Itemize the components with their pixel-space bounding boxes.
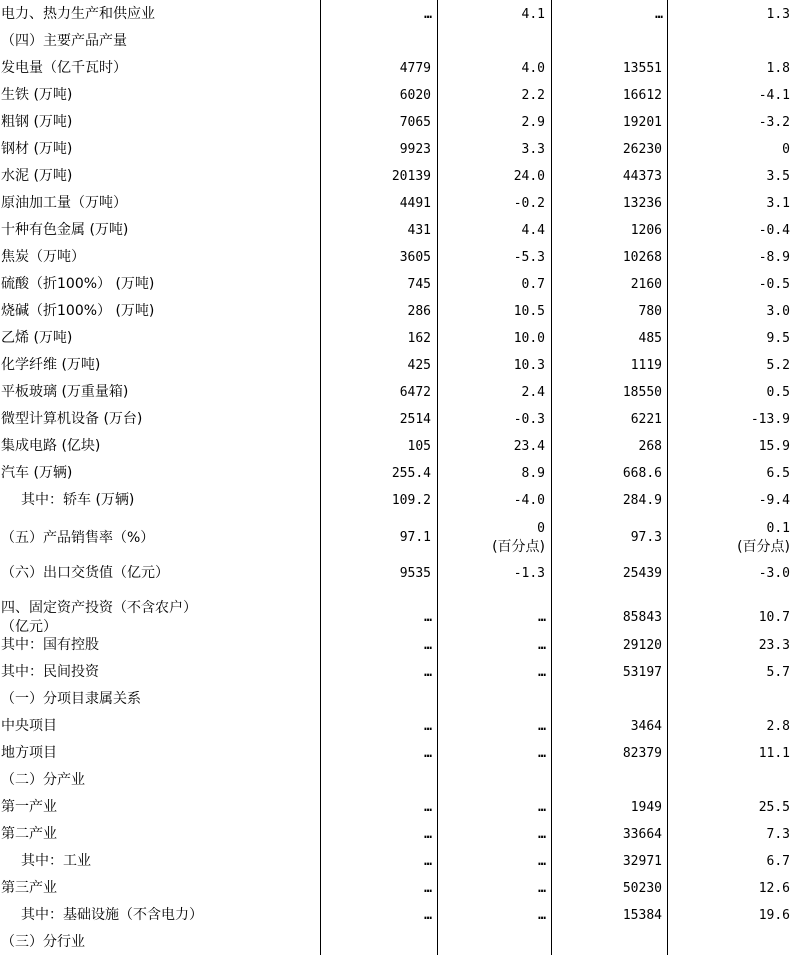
value-cell-v2: -5.3: [513, 250, 545, 265]
value-cell-v2: 24.0: [513, 169, 545, 184]
table-row: [0, 352, 800, 379]
value-cell-v4: 3.5: [766, 169, 790, 184]
value-cell-v1: 4491: [399, 196, 431, 211]
table-row: [0, 794, 800, 821]
table-row: [0, 659, 800, 686]
row-label: 其中：轿车 (万辆): [21, 492, 135, 508]
column-divider-3: [551, 0, 552, 955]
row-label: （五）产品销售率（%）: [1, 530, 155, 546]
value-cell-v1: 9535: [399, 566, 431, 581]
row-label: 生铁 (万吨): [1, 87, 73, 103]
value-cell-v2: [440, 28, 545, 55]
value-cell-v3: 2160: [630, 277, 662, 292]
column-divider-2: [437, 0, 438, 955]
value-cell-v2: 4.4: [521, 223, 545, 238]
value-cell-v2: 10.5: [513, 304, 545, 319]
value-cell-v1: 255.4: [391, 466, 431, 481]
value-cell-v2: 2.2: [521, 88, 545, 103]
value-cell-v4: -8.9: [758, 250, 790, 265]
value-cell-v1: 20139: [391, 169, 431, 184]
value-cell-v2: …: [538, 719, 545, 734]
table-row: [0, 767, 800, 794]
value-cell-v1: 4779: [399, 61, 431, 76]
value-cell-v4: -13.9: [750, 412, 790, 427]
table-row: [0, 379, 800, 406]
value-main: 0.1: [766, 521, 790, 536]
table-row: [0, 325, 800, 352]
value-cell-v2: …: [538, 665, 545, 680]
value-cell-v3: 1206: [630, 223, 662, 238]
table-row: [0, 136, 800, 163]
table-row: [0, 109, 800, 136]
value-cell-v3: 668.6: [622, 466, 662, 481]
table-row: [0, 55, 800, 82]
value-cell-v1: 431: [407, 223, 431, 238]
value-cell-v4: 15.9: [758, 439, 790, 454]
value-cell-v2: 2.9: [521, 115, 545, 130]
value-unit: (百分点): [492, 539, 545, 555]
value-cell-v3: 780: [638, 304, 662, 319]
value-cell-v1: …: [424, 881, 431, 896]
value-cell-v1: 6472: [399, 385, 431, 400]
table-row: [0, 271, 800, 298]
value-cell-v1: 105: [407, 439, 431, 454]
value-cell-v3: 16612: [622, 88, 662, 103]
table-row: [0, 190, 800, 217]
value-cell-v3: 1949: [630, 800, 662, 815]
row-label-line2: （亿元）: [1, 619, 57, 635]
value-cell-v3: 1119: [630, 358, 662, 373]
value-cell-v3: 25439: [622, 566, 662, 581]
value-cell-v3: [553, 686, 662, 713]
row-label: （四）主要产品产量: [1, 33, 127, 49]
row-label: （一）分项目隶属关系: [1, 691, 141, 707]
value-cell-v1: [322, 767, 431, 794]
table-row: [0, 487, 800, 514]
value-cell-v1: …: [424, 746, 431, 761]
value-cell-v1: …: [424, 638, 431, 653]
value-cell-v4: 19.6: [758, 908, 790, 923]
value-cell-v1: 9923: [399, 142, 431, 157]
row-label: （二）分产业: [1, 772, 85, 788]
value-cell-v3: 284.9: [622, 493, 662, 508]
row-label: 十种有色金属 (万吨): [1, 222, 129, 238]
table-row: [0, 821, 800, 848]
value-main: 0: [537, 521, 545, 536]
value-cell-v3: 97.3: [630, 530, 662, 545]
value-cell-v4: 1.3: [766, 7, 790, 22]
value-cell-v3: 29120: [622, 638, 662, 653]
row-label: 化学纤维 (万吨): [1, 357, 101, 373]
value-cell-v3: [553, 767, 662, 794]
value-cell-v2: [440, 686, 545, 713]
value-cell-v2: 23.4: [513, 439, 545, 454]
value-unit: (百分点): [737, 539, 790, 555]
value-cell-v3: 268: [638, 439, 662, 454]
value-cell-v3: 44373: [622, 169, 662, 184]
table-row: [0, 244, 800, 271]
value-cell-v1: …: [424, 665, 431, 680]
row-label: 其中：基础设施（不含电力）: [21, 907, 203, 923]
value-cell-v3: 19201: [622, 115, 662, 130]
value-cell-v3: 33664: [622, 827, 662, 842]
value-cell-v2: -1.3: [513, 566, 545, 581]
row-label: 粗钢 (万吨): [1, 114, 73, 130]
row-label: 电力、热力生产和供应业: [1, 6, 155, 22]
value-cell-v4: 3.0: [766, 304, 790, 319]
row-label: 第三产业: [1, 880, 57, 896]
value-cell-v4: 2.8: [766, 719, 790, 734]
value-cell-v2: 4.1: [521, 7, 545, 22]
value-cell-v2: -4.0: [513, 493, 545, 508]
value-cell-v3: 50230: [622, 881, 662, 896]
row-label-line1: 四、固定资产投资（不含农户）: [1, 600, 197, 616]
value-cell-v2: …: [538, 827, 545, 842]
value-cell-v4: 0.5: [766, 385, 790, 400]
value-cell-v3: …: [655, 7, 662, 22]
value-cell-v4: [670, 28, 790, 55]
value-cell-v4: [670, 767, 790, 794]
value-cell-v3: 32971: [622, 854, 662, 869]
value-cell-v3: 485: [638, 331, 662, 346]
value-cell-v2: …: [538, 854, 545, 869]
table-row: [0, 163, 800, 190]
value-cell-v1: [322, 929, 431, 956]
row-label: 其中：国有控股: [1, 637, 99, 653]
row-label: 第一产业: [1, 799, 57, 815]
value-cell-v4: 0: [782, 142, 790, 157]
value-cell-v1: 7065: [399, 115, 431, 130]
value-cell-v1: …: [424, 800, 431, 815]
table-row: [0, 632, 800, 659]
value-cell-v4: 7.3: [766, 827, 790, 842]
value-cell-v2: 2.4: [521, 385, 545, 400]
row-label: 发电量（亿千瓦时）: [1, 60, 127, 76]
value-cell-v3: 18550: [622, 385, 662, 400]
value-cell-v4: -4.1: [758, 88, 790, 103]
value-cell-v4: -3.2: [758, 115, 790, 130]
value-cell-v3: 15384: [622, 908, 662, 923]
value-cell-v3: 3464: [630, 719, 662, 734]
row-label: 汽车 (万辆): [1, 465, 73, 481]
value-cell-v4: 11.1: [758, 746, 790, 761]
table-row: [0, 433, 800, 460]
value-cell-v2: 0.7: [521, 277, 545, 292]
value-cell-v1: 3605: [399, 250, 431, 265]
row-label: 烧碱（折100%） (万吨): [1, 303, 155, 319]
value-cell-v3: 82379: [622, 746, 662, 761]
table-row: [0, 298, 800, 325]
value-cell-v1: …: [424, 854, 431, 869]
value-cell-v1: 162: [407, 331, 431, 346]
value-cell-v2: [440, 929, 545, 956]
value-cell-v2: 8.9: [521, 466, 545, 481]
value-cell-v4: [670, 929, 790, 956]
table-row: [0, 848, 800, 875]
value-cell-v1: 745: [407, 277, 431, 292]
value-cell-v3: 26230: [622, 142, 662, 157]
value-cell-v4: 3.1: [766, 196, 790, 211]
row-label: 平板玻璃 (万重量箱): [1, 384, 129, 400]
value-cell-v4: 23.3: [758, 638, 790, 653]
row-label: 集成电路 (亿块): [1, 438, 101, 454]
value-cell-v2: 3.3: [521, 142, 545, 157]
value-cell-v1: [322, 28, 431, 55]
value-cell-v2: 10.0: [513, 331, 545, 346]
value-cell-v2: …: [538, 638, 545, 653]
value-cell-v3: [553, 28, 662, 55]
value-cell-v2: …: [538, 610, 545, 625]
value-cell-v4: 9.5: [766, 331, 790, 346]
value-cell-v1: …: [424, 719, 431, 734]
value-cell-v1: 2514: [399, 412, 431, 427]
value-cell-v1: …: [424, 7, 431, 22]
value-cell-v3: 13551: [622, 61, 662, 76]
value-cell-v2: [440, 518, 545, 559]
value-cell-v3: [553, 929, 662, 956]
value-cell-v4: 10.7: [758, 610, 790, 625]
value-cell-v4: -9.4: [758, 493, 790, 508]
value-cell-v1: 109.2: [391, 493, 431, 508]
value-cell-v3: 53197: [622, 665, 662, 680]
table-row: [0, 1, 800, 28]
row-label: 水泥 (万吨): [1, 168, 73, 184]
row-label: 钢材 (万吨): [1, 141, 73, 157]
value-cell-v4: -0.5: [758, 277, 790, 292]
row-label: 第二产业: [1, 826, 57, 842]
table-row: [0, 82, 800, 109]
value-cell-v1: 6020: [399, 88, 431, 103]
value-cell-v2: …: [538, 908, 545, 923]
value-cell-v4: 6.7: [766, 854, 790, 869]
row-label: 其中：民间投资: [1, 664, 99, 680]
value-cell-v2: …: [538, 746, 545, 761]
table-row: [0, 28, 800, 55]
value-cell-v4: 12.6: [758, 881, 790, 896]
value-cell-v1: 97.1: [399, 530, 431, 545]
value-cell-v2: -0.2: [513, 196, 545, 211]
row-label: （三）分行业: [1, 934, 85, 950]
value-cell-v4: -3.0: [758, 566, 790, 581]
table-row: [0, 875, 800, 902]
row-label: 地方项目: [1, 745, 57, 761]
value-cell-v1: …: [424, 827, 431, 842]
value-cell-v1: …: [424, 610, 431, 625]
column-divider-1: [320, 0, 321, 955]
row-label: （六）出口交货值（亿元）: [1, 565, 169, 581]
value-cell-v4: [670, 686, 790, 713]
value-cell-v2: …: [538, 881, 545, 896]
value-cell-v2: [440, 767, 545, 794]
value-cell-v3: 85843: [622, 610, 662, 625]
value-cell-v2: -0.3: [513, 412, 545, 427]
column-divider-4: [667, 0, 668, 955]
table-row: [0, 518, 800, 558]
value-cell-v3: 10268: [622, 250, 662, 265]
value-cell-v3: 13236: [622, 196, 662, 211]
value-cell-v4: 25.5: [758, 800, 790, 815]
table-row: [0, 560, 800, 587]
value-cell-v4: 1.8: [766, 61, 790, 76]
table-row: [0, 460, 800, 487]
row-label: 焦炭（万吨）: [1, 249, 85, 265]
value-cell-v2: …: [538, 800, 545, 815]
row-label: 其中：工业: [21, 853, 91, 869]
table-row: [0, 929, 800, 956]
value-cell-v4: -0.4: [758, 223, 790, 238]
row-label: 微型计算机设备 (万台): [1, 411, 143, 427]
value-cell-v4: 5.2: [766, 358, 790, 373]
row-label: 硫酸（折100%） (万吨): [1, 276, 155, 292]
value-cell-v3: 6221: [630, 412, 662, 427]
table-row: [0, 686, 800, 713]
value-cell-v1: …: [424, 908, 431, 923]
value-cell-v2: 4.0: [521, 61, 545, 76]
table-row: [0, 406, 800, 433]
row-label: 原油加工量（万吨）: [1, 195, 127, 211]
value-cell-v1: 425: [407, 358, 431, 373]
row-label: 中央项目: [1, 718, 57, 734]
value-cell-v4: [670, 518, 790, 559]
table-row: [0, 217, 800, 244]
table-row: [0, 740, 800, 767]
table-row: [0, 713, 800, 740]
row-label: 乙烯 (万吨): [1, 330, 73, 346]
value-cell-v1: 286: [407, 304, 431, 319]
value-cell-v1: [322, 686, 431, 713]
table-row: [0, 902, 800, 929]
value-cell-v2: 10.3: [513, 358, 545, 373]
value-cell-v4: 5.7: [766, 665, 790, 680]
value-cell-v4: 6.5: [766, 466, 790, 481]
